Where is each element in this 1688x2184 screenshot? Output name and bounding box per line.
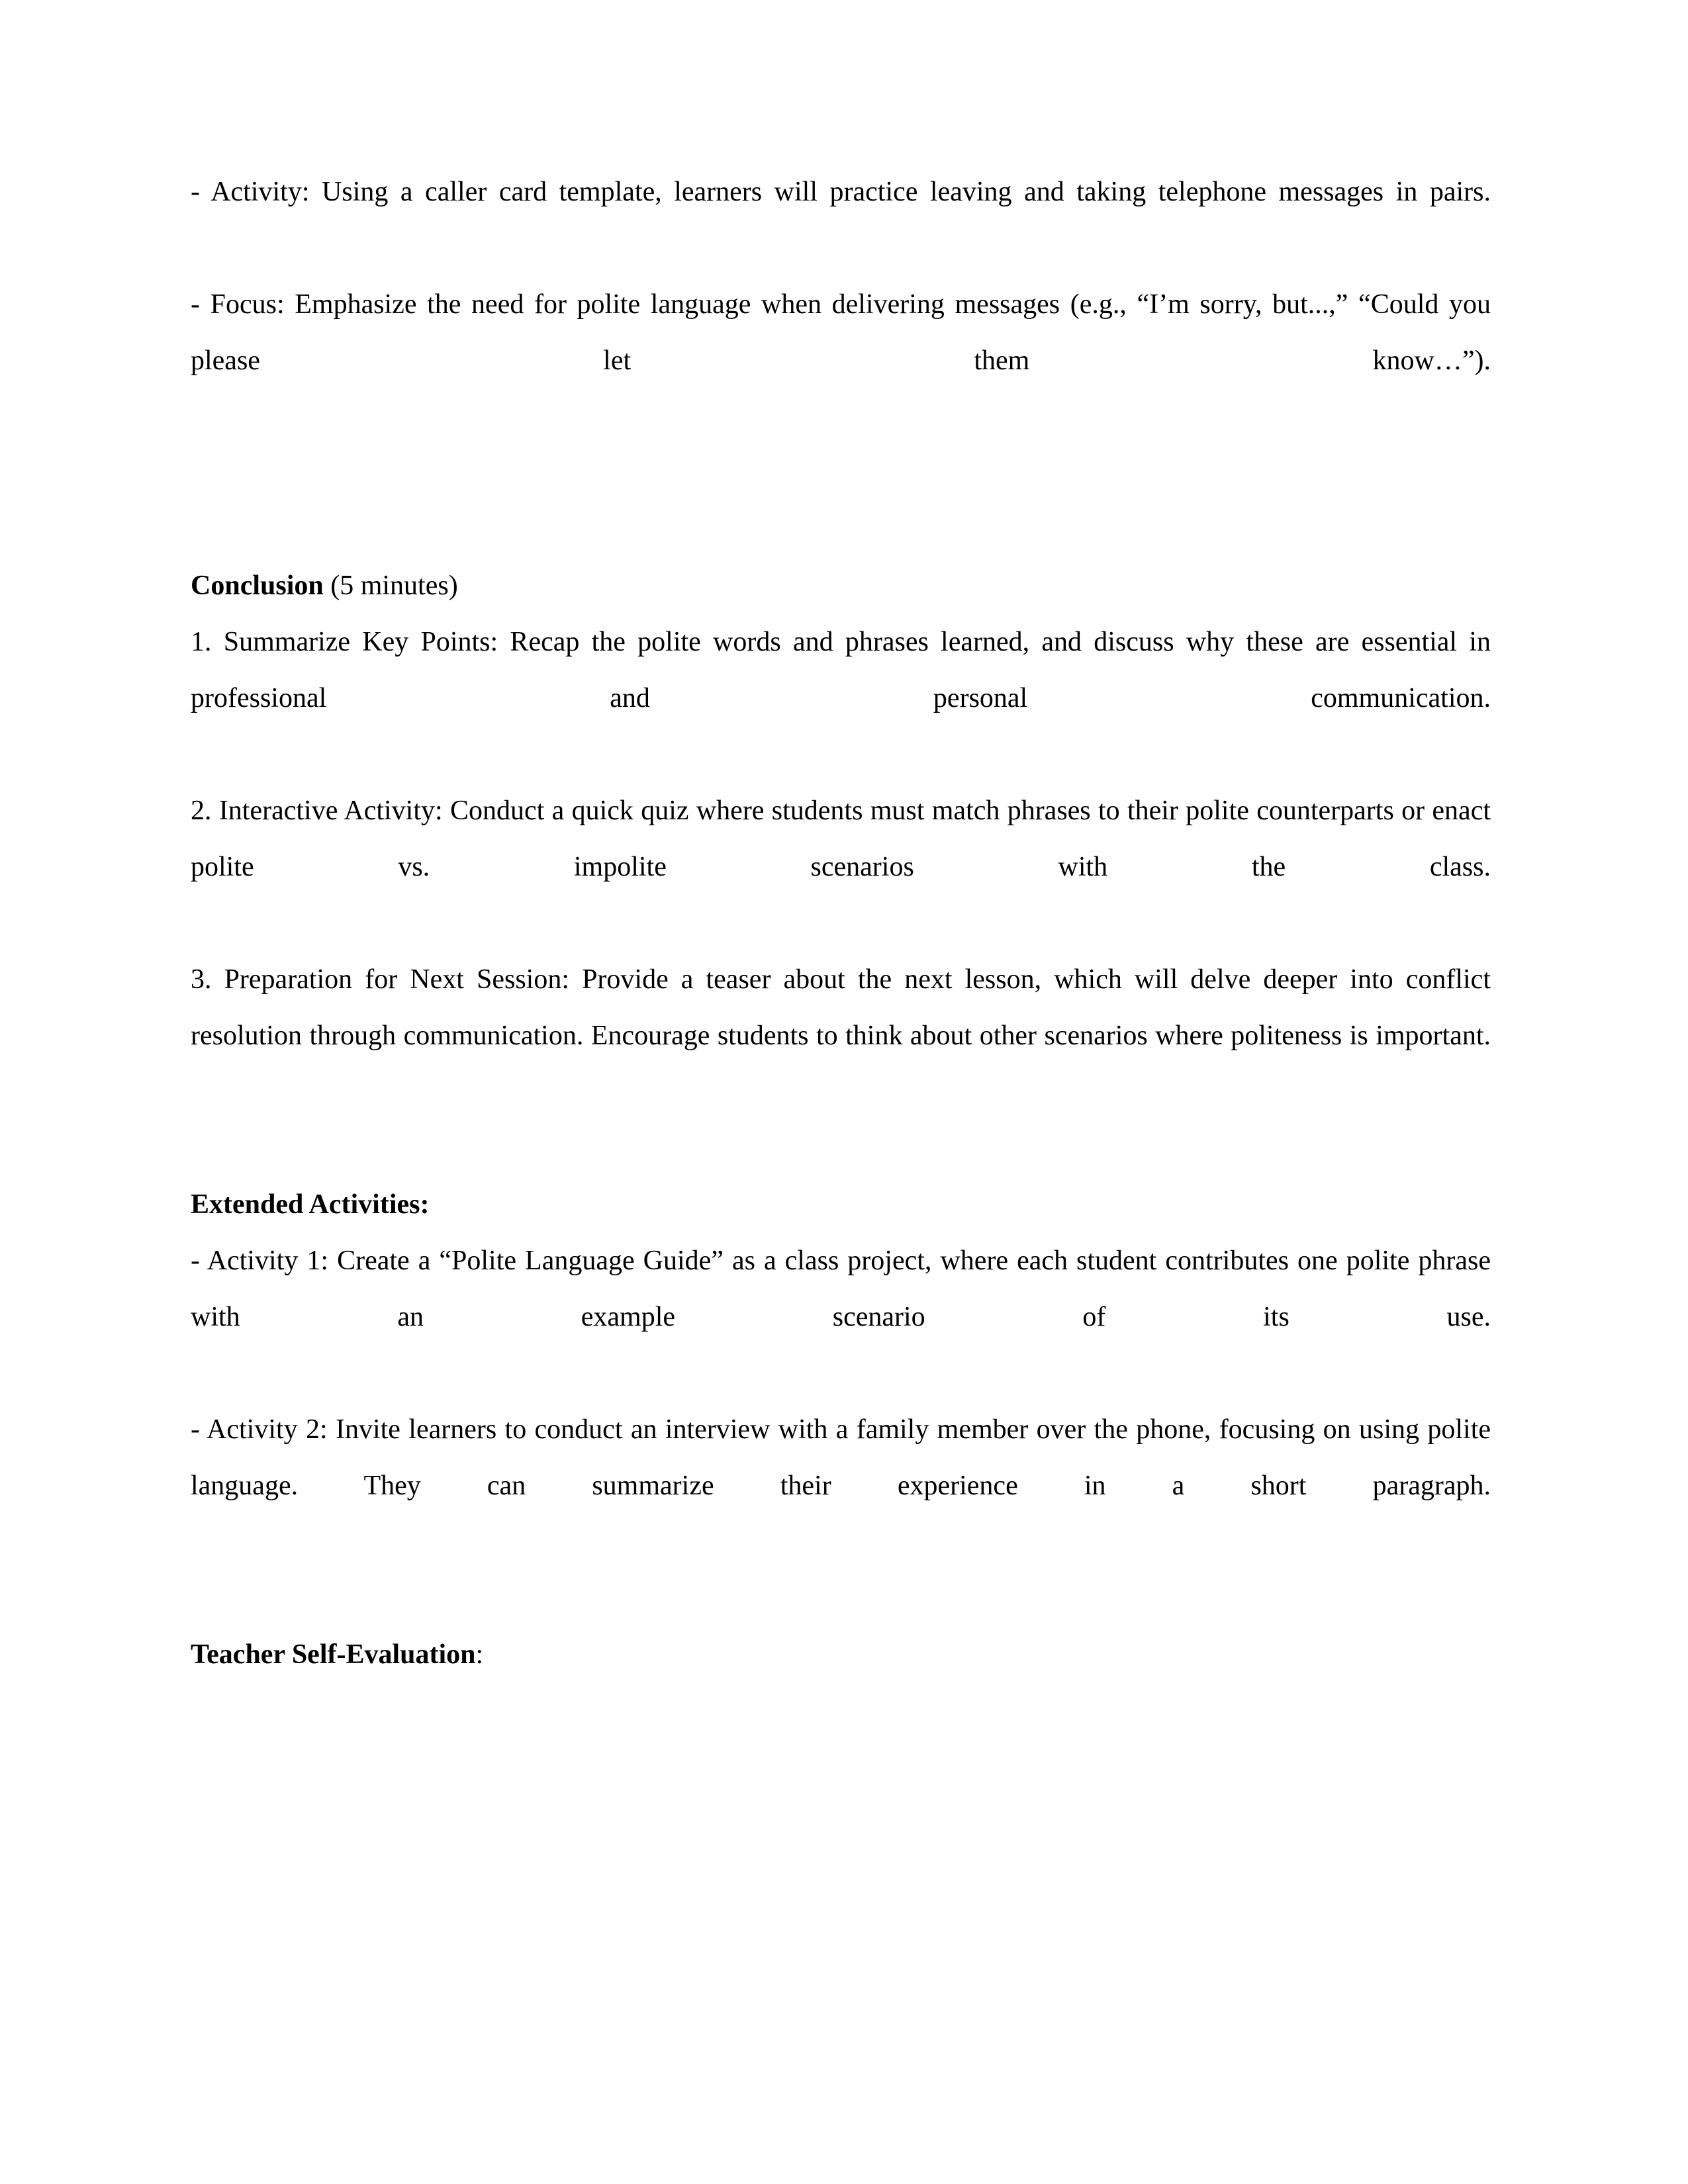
section-spacer-before-conclusion (191, 445, 1491, 558)
list-item-extended-activity-2: - Activity 2: Invite learners to conduct an interview with a family member over the phone, focusing on using polite language. They can summarize their experience in a short paragraph. (191, 1414, 1491, 1501)
section-spacer-before-teacher-self-evaluation (191, 1570, 1491, 1627)
list-item-preparation-next-session: 3. Preparation for Next Session: Provide a teaser about the next lesson, which will delve deeper into conflict resolution through communication. Encourage students to think about other scenarios where politeness is important. (191, 964, 1491, 1051)
heading-teacher-self-evaluation-colon: : (475, 1639, 484, 1670)
paragraph-activity-caller-card: - Activity: Using a caller card template, learners will practice leaving and taking telephone messages in pairs. (191, 177, 1491, 207)
heading-extended-activities: Extended Activities: (191, 1189, 430, 1220)
paragraph-focus-polite-language: - Focus: Emphasize the need for polite language when delivering messages (e.g., “I’m sorry, but...,” “Could you please let them know…”). (191, 289, 1491, 376)
heading-teacher-self-evaluation (191, 1627, 1491, 1683)
list-item-extended-activity-1: - Activity 1: Create a “Polite Language Guide” as a class project, where each student contributes one polite phrase with an example scenario of its use. (191, 1246, 1491, 1332)
heading-teacher-self-evaluation-label: Teacher Self-Evaluation (191, 1639, 476, 1670)
section-spacer-before-extended-activities (191, 1120, 1491, 1177)
heading-conclusion-label: Conclusion (191, 570, 324, 601)
document-body (191, 164, 1491, 1683)
heading-conclusion (191, 558, 1491, 614)
list-item-interactive-activity: 2. Interactive Activity: Conduct a quick quiz where students must match phrases to their polite counterparts or enact polite vs. impolite scenarios with the class. (191, 796, 1491, 882)
heading-conclusion-duration: (5 minutes) (323, 570, 458, 601)
list-item-summarize-key-points: 1. Summarize Key Points: Recap the polite words and phrases learned, and discuss why these are essential in professional and personal communication. (191, 627, 1491, 713)
